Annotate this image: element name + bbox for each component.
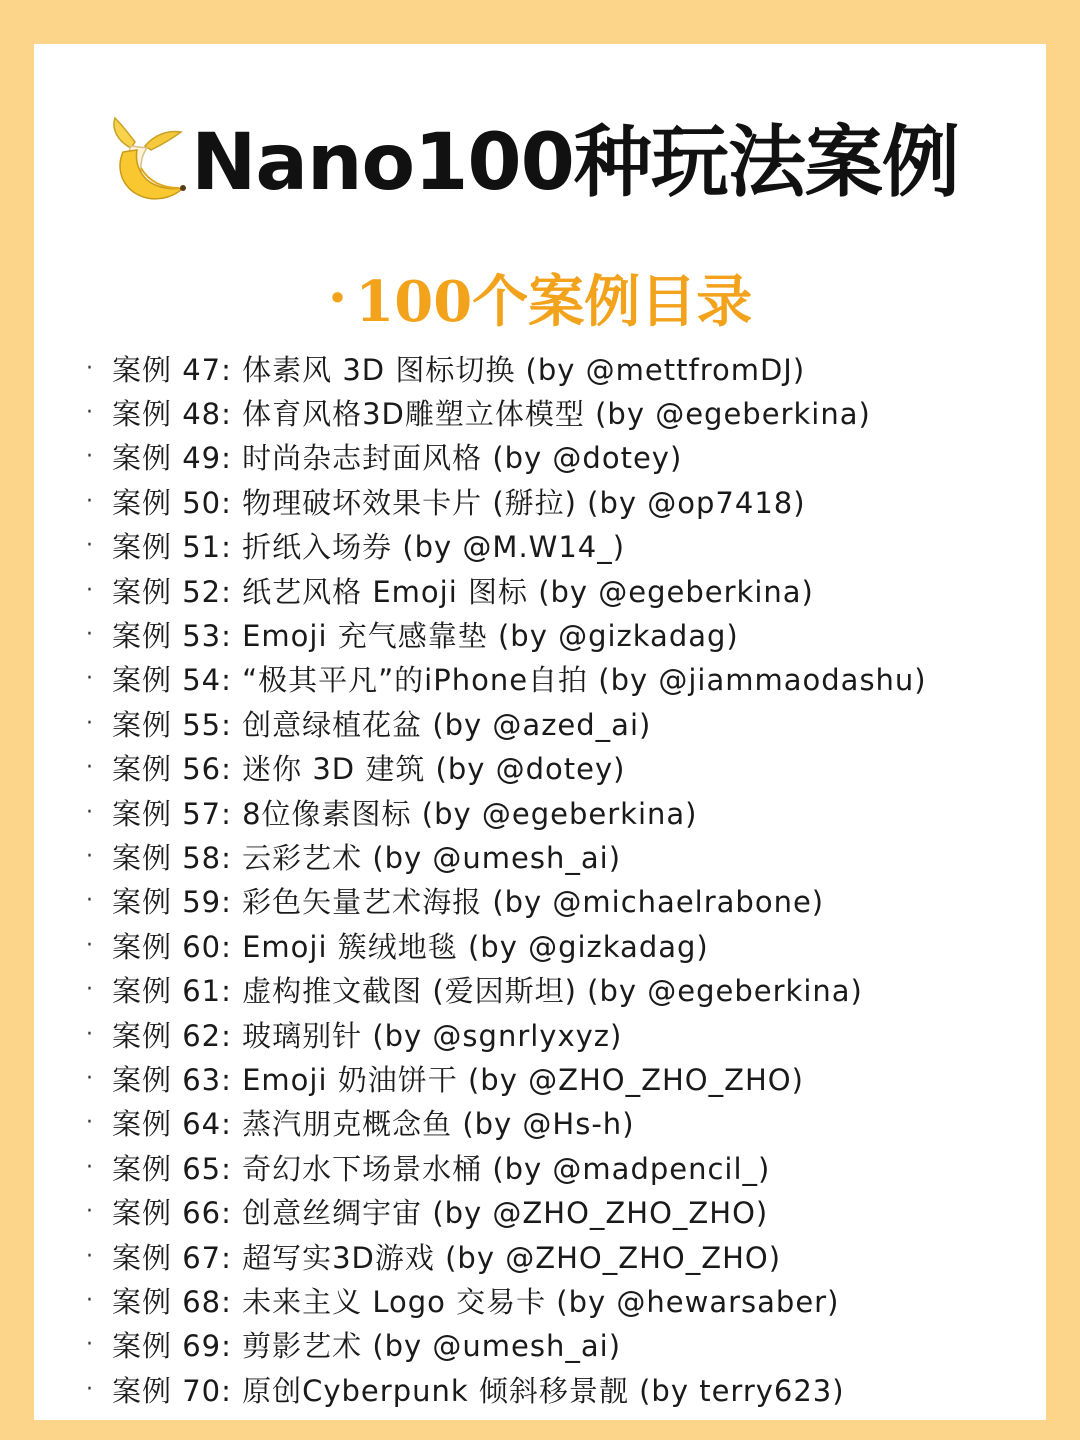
list-item-text: 案例 55: 创意绿植花盆 (by @azed_ai) xyxy=(112,707,652,742)
list-item-text: 案例 52: 纸艺风格 Emoji 图标 (by @egeberkina) xyxy=(112,574,814,609)
title-row xyxy=(34,96,1046,216)
content-card xyxy=(34,44,1046,1420)
list-item xyxy=(86,390,1046,434)
bullet-icon: · xyxy=(86,1376,94,1402)
bullet-icon: · xyxy=(86,1021,94,1047)
bullet-icon: · xyxy=(86,1332,94,1358)
list-item xyxy=(86,1234,1046,1278)
list-item xyxy=(86,346,1046,390)
list-item-text: 案例 47: 体素风 3D 图标切换 (by @mettfromDJ) xyxy=(112,352,806,387)
list-item-text: 案例 69: 剪影艺术 (by @umesh_ai) xyxy=(112,1329,622,1364)
list-item xyxy=(86,879,1046,923)
bullet-icon: · xyxy=(86,488,94,514)
list-item-text: 案例 67: 超写实3D游戏 (by @ZHO_ZHO_ZHO) xyxy=(112,1240,782,1275)
list-item-text: 案例 56: 迷你 3D 建筑 (by @dotey) xyxy=(112,752,626,787)
list-item xyxy=(86,1012,1046,1056)
bullet-icon: · xyxy=(86,355,94,381)
list-item xyxy=(86,612,1046,656)
list-item xyxy=(86,1189,1046,1233)
list-item xyxy=(86,435,1046,479)
banana-icon xyxy=(101,108,189,204)
bullet-icon: · xyxy=(86,799,94,825)
list-item xyxy=(86,834,1046,878)
list-item-text: 案例 50: 物理破坏效果卡片 (掰拉) (by @op7418) xyxy=(112,485,806,520)
list-item-text: 案例 59: 彩色矢量艺术海报 (by @michaelrabone) xyxy=(112,885,825,920)
list-item-text: 案例 65: 奇幻水下场景水桶 (by @madpencil_) xyxy=(112,1151,771,1186)
bullet-icon: · xyxy=(86,400,94,426)
bullet-icon: · xyxy=(86,1199,94,1225)
list-item xyxy=(86,1101,1046,1145)
bullet-icon: · xyxy=(86,710,94,736)
list-item-text: 案例 62: 玻璃别针 (by @sgnrlyxyz) xyxy=(112,1018,623,1053)
bullet-icon: · xyxy=(86,1287,94,1313)
list-item-text: 案例 61: 虚构推文截图 (爱因斯坦) (by @egeberkina) xyxy=(112,974,863,1009)
list-item xyxy=(86,1145,1046,1189)
bullet-icon: · xyxy=(86,1110,94,1136)
list-item xyxy=(86,657,1046,701)
subtitle-bullet: · xyxy=(327,265,348,331)
list-item-text: 案例 70: 原创Cyberpunk 倾斜移景靓 (by terry623) xyxy=(112,1373,845,1408)
list-item xyxy=(86,1323,1046,1367)
page-title: Nano100种玩法案例 xyxy=(191,118,959,208)
list-item-text: 案例 57: 8位像素图标 (by @egeberkina) xyxy=(112,796,698,831)
subtitle-row xyxy=(34,258,1046,338)
bullet-icon: · xyxy=(86,888,94,914)
section-subtitle: 100个案例目录 xyxy=(355,269,753,335)
list-item-text: 案例 48: 体育风格3D雕塑立体模型 (by @egeberkina) xyxy=(112,397,871,432)
list-item-text: 案例 54: “极其平凡”的iPhone自拍 (by @jiammaodashu) xyxy=(112,663,927,698)
list-item xyxy=(86,1367,1046,1411)
list-item-text: 案例 66: 创意丝绸宇宙 (by @ZHO_ZHO_ZHO) xyxy=(112,1196,769,1231)
bullet-icon: · xyxy=(86,666,94,692)
list-item-text: 案例 63: Emoji 奶油饼干 (by @ZHO_ZHO_ZHO) xyxy=(112,1062,804,1097)
list-item-text: 案例 49: 时尚杂志封面风格 (by @dotey) xyxy=(112,441,683,476)
bullet-icon: · xyxy=(86,843,94,869)
list-item xyxy=(86,524,1046,568)
bullet-icon: · xyxy=(86,622,94,648)
list-item-text: 案例 68: 未来主义 Logo 交易卡 (by @hewarsaber) xyxy=(112,1284,840,1319)
bullet-icon: · xyxy=(86,533,94,559)
bullet-icon: · xyxy=(86,977,94,1003)
list-item xyxy=(86,1056,1046,1100)
list-item xyxy=(86,568,1046,612)
bullet-icon: · xyxy=(86,444,94,470)
list-item-text: 案例 64: 蒸汽朋克概念鱼 (by @Hs-h) xyxy=(112,1107,635,1142)
list-item xyxy=(86,701,1046,745)
bullet-icon: · xyxy=(86,577,94,603)
list-item xyxy=(86,790,1046,834)
list-item-text: 案例 58: 云彩艺术 (by @umesh_ai) xyxy=(112,840,622,875)
bullet-icon: · xyxy=(86,1065,94,1091)
list-item-text: 案例 53: Emoji 充气感靠垫 (by @gizkadag) xyxy=(112,619,739,654)
list-item xyxy=(86,967,1046,1011)
bullet-icon: · xyxy=(86,932,94,958)
list-item-text: 案例 60: Emoji 簇绒地毯 (by @gizkadag) xyxy=(112,929,709,964)
list-item-text: 案例 51: 折纸入场券 (by @M.W14_) xyxy=(112,530,626,565)
bullet-icon: · xyxy=(86,755,94,781)
bullet-icon: · xyxy=(86,1243,94,1269)
case-list xyxy=(86,346,1046,1411)
list-item xyxy=(86,1278,1046,1322)
list-item xyxy=(86,746,1046,790)
list-item xyxy=(86,479,1046,523)
bullet-icon: · xyxy=(86,1154,94,1180)
list-item xyxy=(86,923,1046,967)
